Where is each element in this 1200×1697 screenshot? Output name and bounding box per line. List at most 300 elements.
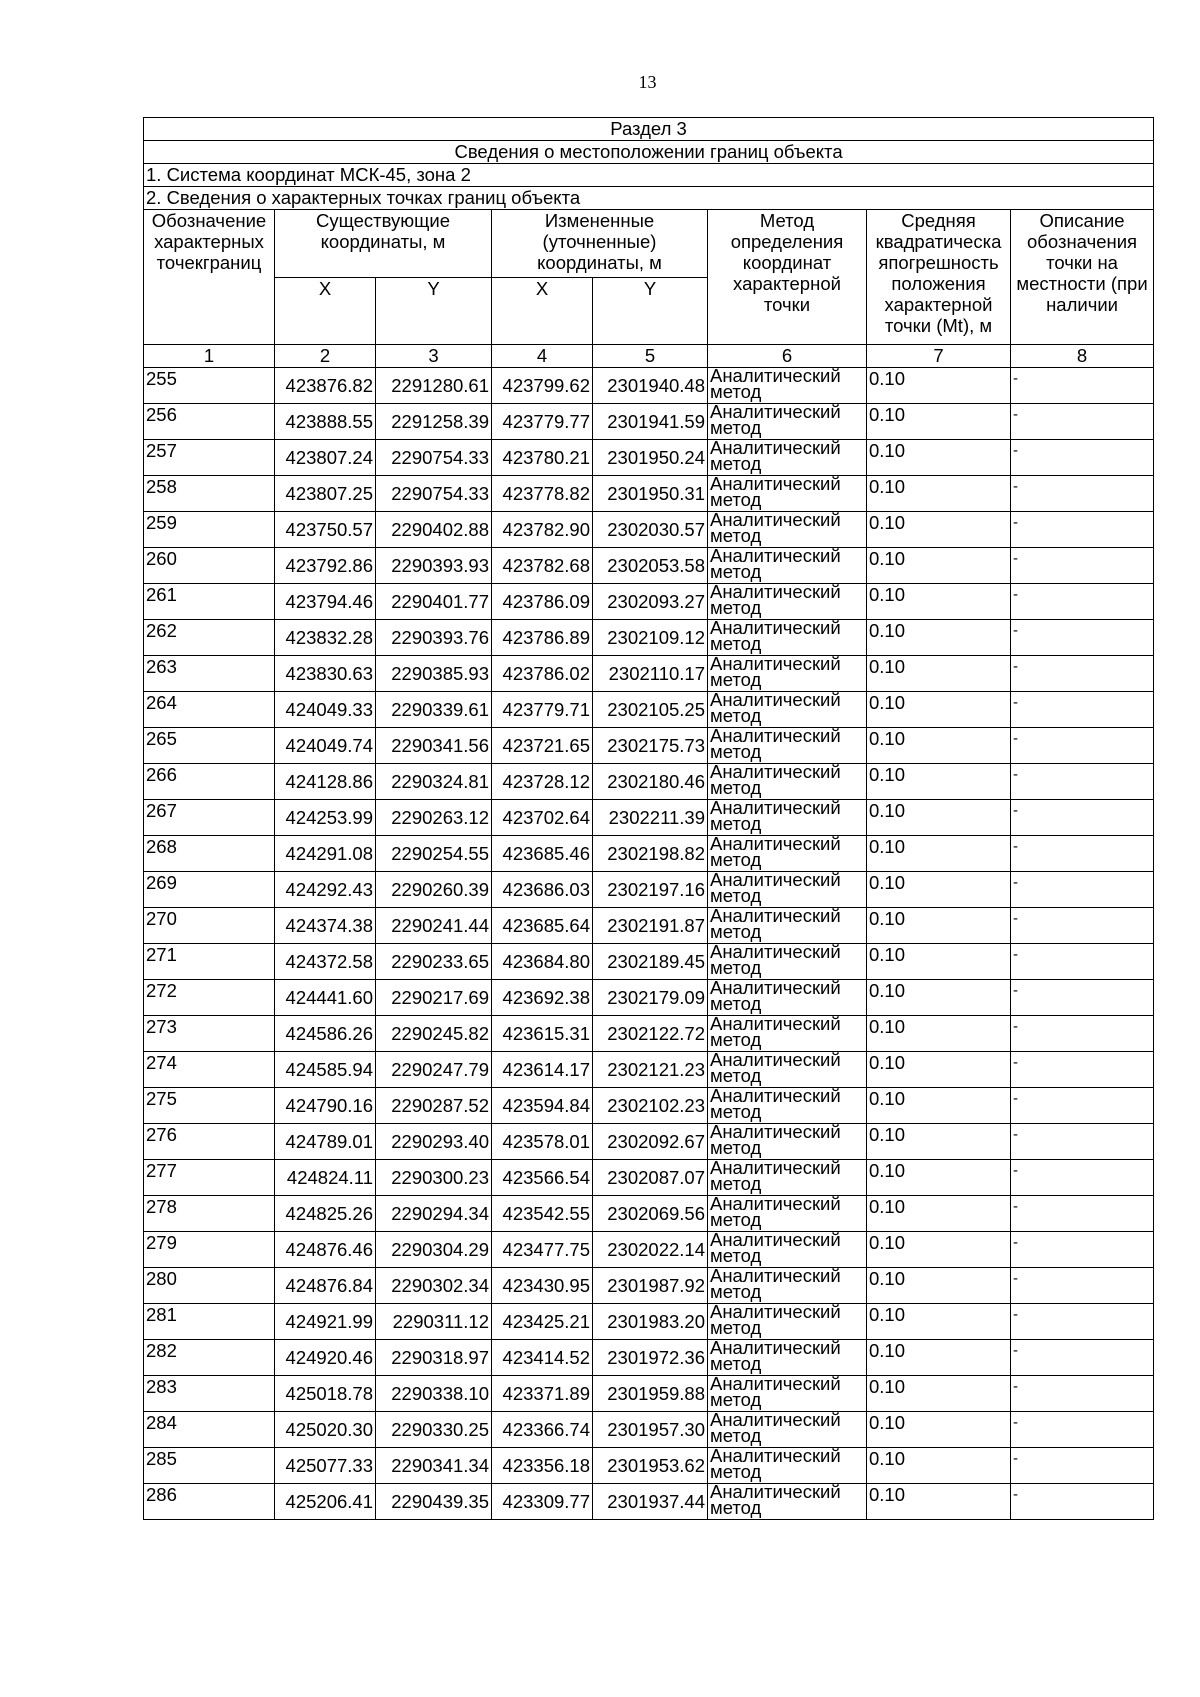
description: - (1011, 1232, 1154, 1268)
error-value: 0.10 (867, 872, 1011, 908)
point-id: 281 (144, 1304, 275, 1340)
table-row (144, 1304, 1154, 1340)
point-id: 278 (144, 1196, 275, 1232)
point-id: 277 (144, 1160, 275, 1196)
header-existing: Существующие координаты, м (275, 210, 492, 278)
existing-x: 424049.33 (275, 692, 376, 728)
changed-x: 423366.74 (492, 1412, 593, 1448)
changed-x: 423430.95 (492, 1268, 593, 1304)
error-value: 0.10 (867, 1232, 1011, 1268)
description: - (1011, 944, 1154, 980)
point-id: 256 (144, 404, 275, 440)
table-row (144, 548, 1154, 584)
table-row (144, 1484, 1154, 1520)
changed-x: 423778.82 (492, 476, 593, 512)
point-id: 268 (144, 836, 275, 872)
method: Аналитический метод (708, 548, 867, 584)
description: - (1011, 980, 1154, 1016)
changed-x: 423782.90 (492, 512, 593, 548)
existing-x: 424441.60 (275, 980, 376, 1016)
description: - (1011, 1088, 1154, 1124)
existing-x: 423832.28 (275, 620, 376, 656)
description: - (1011, 1052, 1154, 1088)
table-row (144, 476, 1154, 512)
table-row (144, 800, 1154, 836)
existing-y: 2290385.93 (376, 656, 492, 692)
existing-x: 424921.99 (275, 1304, 376, 1340)
header-description: Описание обозначения точки на местности (при наличии (1011, 210, 1154, 345)
changed-x: 423615.31 (492, 1016, 593, 1052)
header-x2: X (492, 277, 593, 345)
changed-y: 2301941.59 (593, 404, 708, 440)
error-value: 0.10 (867, 1448, 1011, 1484)
changed-y: 2302109.12 (593, 620, 708, 656)
changed-y: 2302122.72 (593, 1016, 708, 1052)
existing-x: 424790.16 (275, 1088, 376, 1124)
method: Аналитический метод (708, 656, 867, 692)
existing-x: 424825.26 (275, 1196, 376, 1232)
point-id: 272 (144, 980, 275, 1016)
changed-y: 2302198.82 (593, 836, 708, 872)
error-value: 0.10 (867, 908, 1011, 944)
error-value: 0.10 (867, 1304, 1011, 1340)
point-id: 257 (144, 440, 275, 476)
existing-x: 423876.82 (275, 368, 376, 404)
method: Аналитический метод (708, 1016, 867, 1052)
method: Аналитический метод (708, 404, 867, 440)
description: - (1011, 800, 1154, 836)
existing-y: 2290341.56 (376, 728, 492, 764)
error-value: 0.10 (867, 728, 1011, 764)
table-row (144, 620, 1154, 656)
description: - (1011, 728, 1154, 764)
changed-y: 2302053.58 (593, 548, 708, 584)
existing-x: 425018.78 (275, 1376, 376, 1412)
existing-x: 425206.41 (275, 1484, 376, 1520)
changed-x: 423786.09 (492, 584, 593, 620)
point-id: 284 (144, 1412, 275, 1448)
point-id: 271 (144, 944, 275, 980)
existing-y: 2290260.39 (376, 872, 492, 908)
changed-x: 423371.89 (492, 1376, 593, 1412)
existing-x: 424372.58 (275, 944, 376, 980)
point-id: 282 (144, 1340, 275, 1376)
existing-y: 2290318.97 (376, 1340, 492, 1376)
changed-x: 423721.65 (492, 728, 593, 764)
existing-y: 2290217.69 (376, 980, 492, 1016)
table-row (144, 512, 1154, 548)
error-value: 0.10 (867, 764, 1011, 800)
section-subtitle: Сведения о местоположении границ объекта (144, 141, 1154, 164)
error-value: 0.10 (867, 1016, 1011, 1052)
existing-x: 423807.24 (275, 440, 376, 476)
changed-x: 423542.55 (492, 1196, 593, 1232)
header-changed: Измененные (уточненные) координаты, м (492, 210, 708, 278)
existing-x: 424585.94 (275, 1052, 376, 1088)
point-id: 270 (144, 908, 275, 944)
point-id: 264 (144, 692, 275, 728)
table-row (144, 836, 1154, 872)
method: Аналитический метод (708, 440, 867, 476)
description: - (1011, 908, 1154, 944)
header-y2: Y (593, 277, 708, 345)
error-value: 0.10 (867, 584, 1011, 620)
error-value: 0.10 (867, 944, 1011, 980)
changed-x: 423786.89 (492, 620, 593, 656)
existing-y: 2290754.33 (376, 440, 492, 476)
error-value: 0.10 (867, 980, 1011, 1016)
existing-y: 2290393.76 (376, 620, 492, 656)
changed-y: 2302197.16 (593, 872, 708, 908)
method: Аналитический метод (708, 980, 867, 1016)
changed-x: 423779.77 (492, 404, 593, 440)
method: Аналитический метод (708, 620, 867, 656)
existing-y: 2290233.65 (376, 944, 492, 980)
description: - (1011, 1268, 1154, 1304)
error-value: 0.10 (867, 1340, 1011, 1376)
existing-y: 2290330.25 (376, 1412, 492, 1448)
error-value: 0.10 (867, 1160, 1011, 1196)
changed-y: 2301959.88 (593, 1376, 708, 1412)
changed-y: 2301953.62 (593, 1448, 708, 1484)
changed-x: 423566.54 (492, 1160, 593, 1196)
method: Аналитический метод (708, 836, 867, 872)
coord-system: 1. Система координат МСК-45, зона 2 (144, 164, 1154, 187)
header-y1: Y (376, 277, 492, 345)
existing-y: 2290401.77 (376, 584, 492, 620)
changed-y: 2302191.87 (593, 908, 708, 944)
method: Аналитический метод (708, 800, 867, 836)
existing-x: 424253.99 (275, 800, 376, 836)
point-id: 269 (144, 872, 275, 908)
column-number: 3 (376, 345, 492, 368)
existing-x: 423794.46 (275, 584, 376, 620)
changed-x: 423728.12 (492, 764, 593, 800)
point-id: 280 (144, 1268, 275, 1304)
changed-y: 2302030.57 (593, 512, 708, 548)
changed-x: 423425.21 (492, 1304, 593, 1340)
table-row (144, 872, 1154, 908)
description: - (1011, 476, 1154, 512)
changed-y: 2302105.25 (593, 692, 708, 728)
error-value: 0.10 (867, 1376, 1011, 1412)
method: Аналитический метод (708, 728, 867, 764)
table-row (144, 1448, 1154, 1484)
existing-y: 2290241.44 (376, 908, 492, 944)
existing-y: 2290300.23 (376, 1160, 492, 1196)
error-value: 0.10 (867, 368, 1011, 404)
existing-x: 424291.08 (275, 836, 376, 872)
changed-x: 423614.17 (492, 1052, 593, 1088)
table-row (144, 1160, 1154, 1196)
column-number: 5 (593, 345, 708, 368)
description: - (1011, 620, 1154, 656)
changed-y: 2302180.46 (593, 764, 708, 800)
changed-x: 423782.68 (492, 548, 593, 584)
changed-x: 423799.62 (492, 368, 593, 404)
table-row (144, 728, 1154, 764)
existing-x: 424128.86 (275, 764, 376, 800)
table-row (144, 1196, 1154, 1232)
changed-y: 2302069.56 (593, 1196, 708, 1232)
existing-x: 423750.57 (275, 512, 376, 548)
method: Аналитический метод (708, 944, 867, 980)
existing-y: 2290393.93 (376, 548, 492, 584)
table-row (144, 980, 1154, 1016)
method: Аналитический метод (708, 872, 867, 908)
existing-x: 424824.11 (275, 1160, 376, 1196)
header-designation: Обозначение характерных точекграниц (144, 210, 275, 345)
method: Аналитический метод (708, 692, 867, 728)
error-value: 0.10 (867, 656, 1011, 692)
page-number: 13 (638, 72, 657, 92)
description: - (1011, 512, 1154, 548)
description: - (1011, 1340, 1154, 1376)
method: Аналитический метод (708, 1340, 867, 1376)
error-value: 0.10 (867, 1412, 1011, 1448)
existing-y: 2290402.88 (376, 512, 492, 548)
description: - (1011, 548, 1154, 584)
changed-x: 423684.80 (492, 944, 593, 980)
description: - (1011, 1484, 1154, 1520)
existing-y: 2290293.40 (376, 1124, 492, 1160)
point-id: 261 (144, 584, 275, 620)
table-row (144, 692, 1154, 728)
method: Аналитический метод (708, 908, 867, 944)
table-row (144, 368, 1154, 404)
column-number: 2 (275, 345, 376, 368)
description: - (1011, 764, 1154, 800)
existing-y: 2290245.82 (376, 1016, 492, 1052)
changed-y: 2302102.23 (593, 1088, 708, 1124)
error-value: 0.10 (867, 836, 1011, 872)
existing-y: 2290339.61 (376, 692, 492, 728)
error-value: 0.10 (867, 404, 1011, 440)
existing-y: 2290311.12 (376, 1304, 492, 1340)
table-row (144, 944, 1154, 980)
method: Аналитический метод (708, 1196, 867, 1232)
error-value: 0.10 (867, 692, 1011, 728)
changed-x: 423786.02 (492, 656, 593, 692)
existing-y: 2290341.34 (376, 1448, 492, 1484)
existing-y: 2290254.55 (376, 836, 492, 872)
method: Аналитический метод (708, 584, 867, 620)
existing-x: 425077.33 (275, 1448, 376, 1484)
point-id: 258 (144, 476, 275, 512)
description: - (1011, 1124, 1154, 1160)
changed-y: 2302087.07 (593, 1160, 708, 1196)
existing-y: 2290263.12 (376, 800, 492, 836)
method: Аналитический метод (708, 1052, 867, 1088)
points-info: 2. Сведения о характерных точках границ объекта (144, 187, 1154, 210)
point-id: 275 (144, 1088, 275, 1124)
changed-x: 423309.77 (492, 1484, 593, 1520)
table-row (144, 1232, 1154, 1268)
error-value: 0.10 (867, 1268, 1011, 1304)
existing-x: 424876.46 (275, 1232, 376, 1268)
method: Аналитический метод (708, 1268, 867, 1304)
existing-y: 2290287.52 (376, 1088, 492, 1124)
column-number: 7 (867, 345, 1011, 368)
changed-y: 2302121.23 (593, 1052, 708, 1088)
header-x1: X (275, 277, 376, 345)
method: Аналитический метод (708, 1304, 867, 1340)
column-numbers-row (144, 345, 1154, 368)
column-number: 1 (144, 345, 275, 368)
changed-y: 2302092.67 (593, 1124, 708, 1160)
header-error: Средняя квадратическа япогрешность положения характерной точки (Mt), м (867, 210, 1011, 345)
method: Аналитический метод (708, 1484, 867, 1520)
changed-y: 2302175.73 (593, 728, 708, 764)
section-title: Раздел 3 (144, 118, 1154, 141)
existing-x: 425020.30 (275, 1412, 376, 1448)
description: - (1011, 1448, 1154, 1484)
table-row (144, 908, 1154, 944)
header-method: Метод определения координат характерной точки (708, 210, 867, 345)
point-id: 276 (144, 1124, 275, 1160)
existing-x: 424789.01 (275, 1124, 376, 1160)
error-value: 0.10 (867, 512, 1011, 548)
changed-x: 423356.18 (492, 1448, 593, 1484)
changed-y: 2302189.45 (593, 944, 708, 980)
point-id: 273 (144, 1016, 275, 1052)
error-value: 0.10 (867, 1196, 1011, 1232)
changed-x: 423414.52 (492, 1340, 593, 1376)
existing-x: 423888.55 (275, 404, 376, 440)
error-value: 0.10 (867, 440, 1011, 476)
point-id: 283 (144, 1376, 275, 1412)
existing-x: 424049.74 (275, 728, 376, 764)
existing-x: 424876.84 (275, 1268, 376, 1304)
existing-x: 424292.43 (275, 872, 376, 908)
changed-x: 423692.38 (492, 980, 593, 1016)
table-row (144, 1124, 1154, 1160)
point-id: 263 (144, 656, 275, 692)
existing-y: 2290324.81 (376, 764, 492, 800)
point-id: 255 (144, 368, 275, 404)
description: - (1011, 1376, 1154, 1412)
description: - (1011, 440, 1154, 476)
coordinates-table (143, 117, 1154, 1520)
existing-x: 424586.26 (275, 1016, 376, 1052)
description: - (1011, 656, 1154, 692)
description: - (1011, 368, 1154, 404)
changed-y: 2301950.24 (593, 440, 708, 476)
method: Аналитический метод (708, 1448, 867, 1484)
changed-y: 2302211.39 (593, 800, 708, 836)
method: Аналитический метод (708, 1088, 867, 1124)
table-row (144, 656, 1154, 692)
existing-y: 2291258.39 (376, 404, 492, 440)
error-value: 0.10 (867, 1484, 1011, 1520)
description: - (1011, 872, 1154, 908)
existing-y: 2290338.10 (376, 1376, 492, 1412)
changed-y: 2301983.20 (593, 1304, 708, 1340)
method: Аналитический метод (708, 1160, 867, 1196)
method: Аналитический метод (708, 1232, 867, 1268)
description: - (1011, 1196, 1154, 1232)
table-row (144, 1376, 1154, 1412)
changed-x: 423685.64 (492, 908, 593, 944)
point-id: 286 (144, 1484, 275, 1520)
changed-y: 2302022.14 (593, 1232, 708, 1268)
method: Аналитический метод (708, 512, 867, 548)
error-value: 0.10 (867, 620, 1011, 656)
description: - (1011, 1160, 1154, 1196)
changed-x: 423780.21 (492, 440, 593, 476)
error-value: 0.10 (867, 548, 1011, 584)
changed-x: 423594.84 (492, 1088, 593, 1124)
error-value: 0.10 (867, 1088, 1011, 1124)
point-id: 285 (144, 1448, 275, 1484)
description: - (1011, 1304, 1154, 1340)
table-row (144, 1052, 1154, 1088)
existing-y: 2290304.29 (376, 1232, 492, 1268)
existing-y: 2290754.33 (376, 476, 492, 512)
method: Аналитический метод (708, 764, 867, 800)
table-row (144, 1088, 1154, 1124)
table-row (144, 1268, 1154, 1304)
changed-x: 423578.01 (492, 1124, 593, 1160)
changed-x: 423685.46 (492, 836, 593, 872)
method: Аналитический метод (708, 1124, 867, 1160)
column-number: 8 (1011, 345, 1154, 368)
existing-x: 423830.63 (275, 656, 376, 692)
point-id: 265 (144, 728, 275, 764)
changed-x: 423686.03 (492, 872, 593, 908)
description: - (1011, 1412, 1154, 1448)
description: - (1011, 1016, 1154, 1052)
changed-x: 423702.64 (492, 800, 593, 836)
changed-y: 2301957.30 (593, 1412, 708, 1448)
table-row (144, 764, 1154, 800)
existing-x: 423807.25 (275, 476, 376, 512)
existing-y: 2290439.35 (376, 1484, 492, 1520)
method: Аналитический метод (708, 1412, 867, 1448)
error-value: 0.10 (867, 476, 1011, 512)
table-row (144, 1412, 1154, 1448)
error-value: 0.10 (867, 800, 1011, 836)
point-id: 267 (144, 800, 275, 836)
existing-y: 2291280.61 (376, 368, 492, 404)
existing-y: 2290247.79 (376, 1052, 492, 1088)
table-row (144, 404, 1154, 440)
changed-y: 2301972.36 (593, 1340, 708, 1376)
error-value: 0.10 (867, 1052, 1011, 1088)
description: - (1011, 404, 1154, 440)
changed-y: 2302179.09 (593, 980, 708, 1016)
existing-x: 424374.38 (275, 908, 376, 944)
changed-x: 423477.75 (492, 1232, 593, 1268)
method: Аналитический метод (708, 1376, 867, 1412)
method: Аналитический метод (708, 476, 867, 512)
description: - (1011, 836, 1154, 872)
changed-y: 2302110.17 (593, 656, 708, 692)
point-id: 279 (144, 1232, 275, 1268)
method: Аналитический метод (708, 368, 867, 404)
description: - (1011, 584, 1154, 620)
changed-y: 2301987.92 (593, 1268, 708, 1304)
changed-y: 2301950.31 (593, 476, 708, 512)
column-number: 4 (492, 345, 593, 368)
table-row (144, 1340, 1154, 1376)
error-value: 0.10 (867, 1124, 1011, 1160)
point-id: 274 (144, 1052, 275, 1088)
table-row (144, 584, 1154, 620)
table-row (144, 1016, 1154, 1052)
existing-x: 423792.86 (275, 548, 376, 584)
existing-y: 2290294.34 (376, 1196, 492, 1232)
